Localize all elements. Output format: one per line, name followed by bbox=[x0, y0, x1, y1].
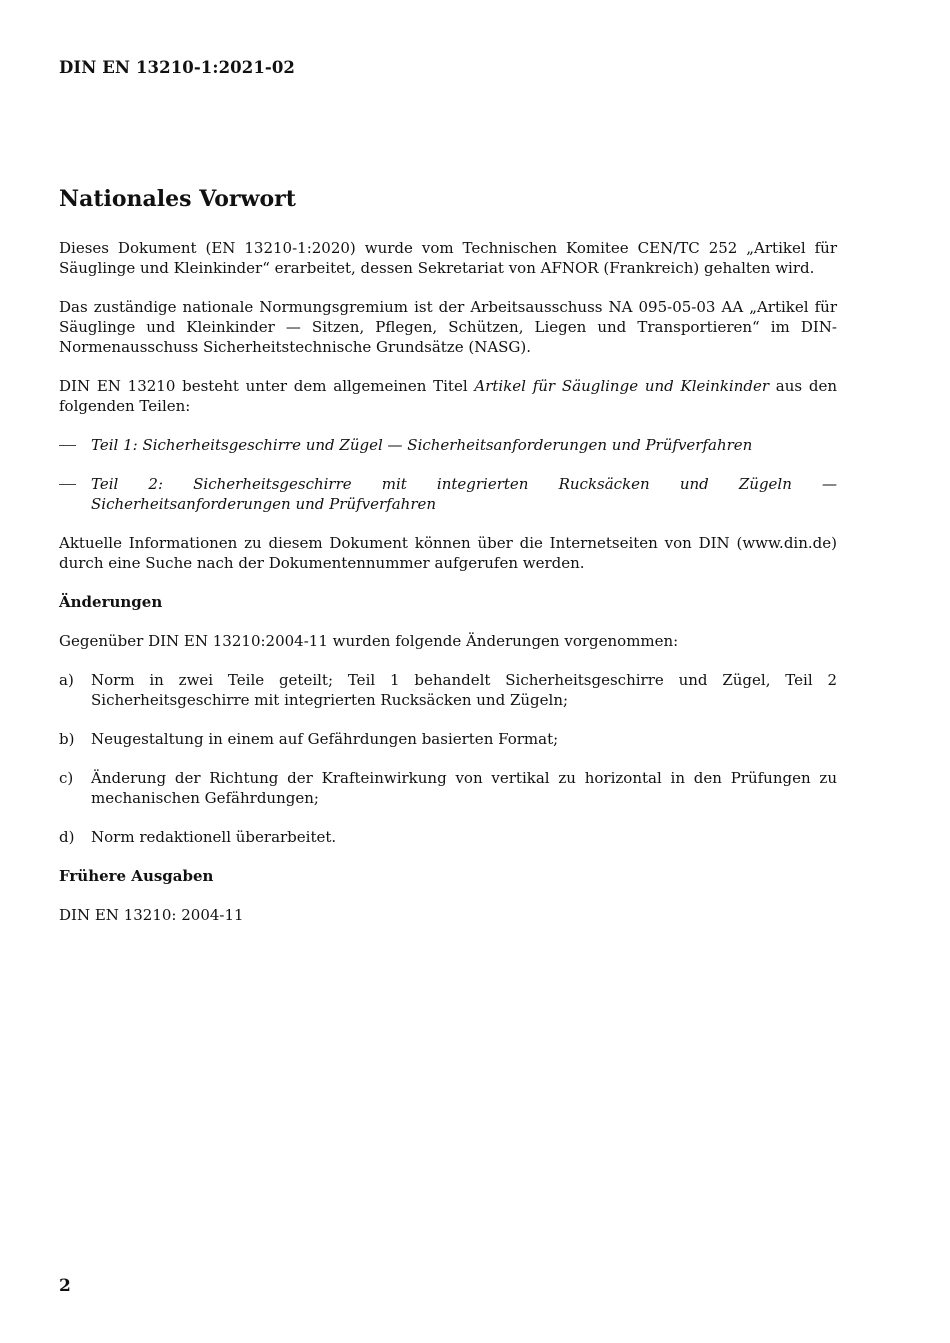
section-title: Nationales Vorwort bbox=[59, 186, 296, 212]
list-item-part-1 bbox=[59, 435, 837, 455]
change-item-a bbox=[59, 670, 837, 710]
list-marker: c) bbox=[59, 769, 74, 787]
part-1-title: Teil 1: Sicherheitsgeschirre und Zügel — Sicherheitsanforderungen und Prüfverfahren bbox=[91, 436, 753, 454]
section-body bbox=[59, 238, 837, 944]
change-item-c bbox=[59, 768, 837, 808]
list-item-part-2 bbox=[59, 474, 837, 514]
change-text: Norm redaktionell überarbeitet. bbox=[91, 828, 337, 846]
change-text: Änderung der Richtung der Krafteinwirkung von vertikal zu horizontal in den Prüfungen zu mechanischen Gefährdungen; bbox=[91, 769, 837, 807]
page-number: 2 bbox=[59, 1276, 71, 1296]
changes-heading: Änderungen bbox=[59, 593, 163, 611]
parts-intro-end: aus den folgenden Teilen: bbox=[59, 377, 837, 415]
change-text: Neugestaltung in einem auf Gefährdungen basierten Format; bbox=[91, 730, 559, 748]
paragraph-national-body: Das zuständige nationale Normungsgremium ist der Arbeitsausschuss NA 095-05-03 AA „Artikel für Säuglinge und Kleinkinder — Sitzen, Pflegen, Schützen, Liegen und Transportieren“ im DIN-Normenausschuss Sicherheitstechnische Grundsätze (NASG). bbox=[59, 298, 837, 356]
general-title: Artikel für Säuglinge und Kleinkinder bbox=[474, 377, 770, 395]
paragraph-current-info: Aktuelle Informationen zu diesem Dokument können über die Internetseiten von DIN (www.din.de) durch eine Suche nach der Dokumentennummer aufgerufen werden. bbox=[59, 534, 837, 572]
changes-intro: Gegenüber DIN EN 13210:2004-11 wurden folgende Änderungen vorgenommen: bbox=[59, 632, 679, 650]
change-item-b bbox=[59, 729, 837, 749]
list-marker: a) bbox=[59, 671, 74, 689]
paragraph-parts-intro bbox=[59, 376, 837, 416]
previous-editions-heading: Frühere Ausgaben bbox=[59, 867, 214, 885]
dash-marker bbox=[59, 474, 91, 514]
list-marker: b) bbox=[59, 730, 75, 748]
document-page bbox=[59, 0, 837, 1343]
previous-editions-text: DIN EN 13210: 2004-11 bbox=[59, 906, 244, 924]
paragraph-committee: Dieses Dokument (EN 13210-1:2020) wurde vom Technischen Komitee CEN/TC 252 „Artikel für Säuglinge und Kleinkinder“ erarbeitet, dessen Sekretariat von AFNOR (Frankreich) gehalten wird. bbox=[59, 239, 837, 277]
list-marker: d) bbox=[59, 828, 75, 846]
change-item-d bbox=[59, 827, 837, 847]
document-id: DIN EN 13210-1:2021-02 bbox=[59, 58, 296, 77]
part-2-title: Teil 2: Sicherheitsgeschirre mit integrierten Rucksäcken und Zügeln — Sicherheitsanforderungen und Prüfverfahren bbox=[91, 475, 837, 513]
parts-intro-start: DIN EN 13210 besteht unter dem allgemeinen Titel bbox=[59, 377, 475, 395]
change-text: Norm in zwei Teile geteilt; Teil 1 behandelt Sicherheitsgeschirre und Zügel, Teil 2 Sicherheitsgeschirre mit integrierten Rucksäcken und Zügeln; bbox=[91, 671, 837, 709]
dash-marker bbox=[59, 435, 91, 455]
